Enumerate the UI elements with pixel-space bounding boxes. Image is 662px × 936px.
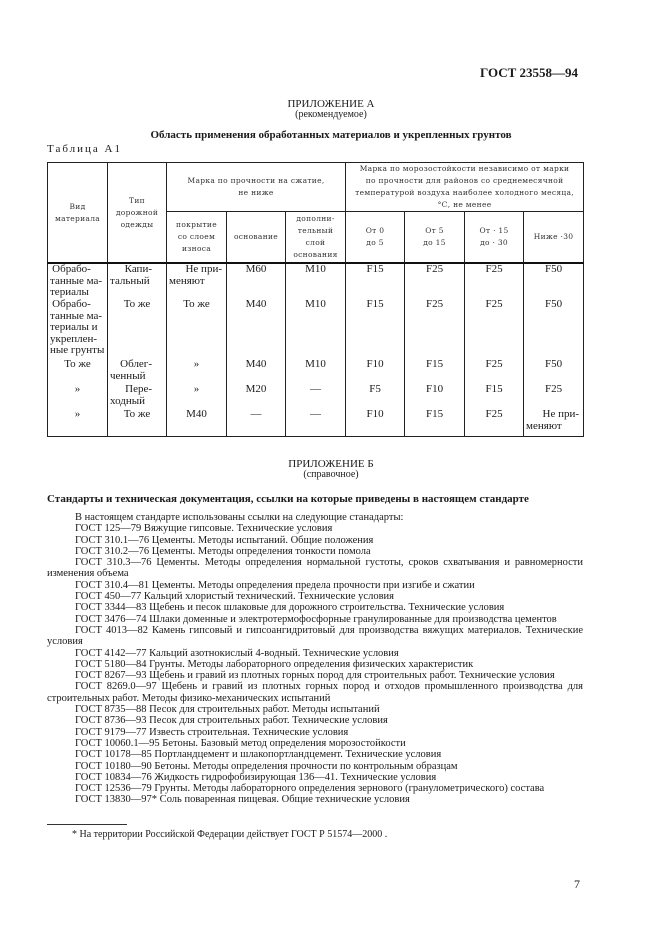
cell-base: М60: [227, 263, 286, 299]
cell-wear: »: [167, 384, 227, 409]
appendix-b-title: ПРИЛОЖЕНИЕ Б: [288, 458, 374, 470]
reference-item: ГОСТ 3344—83 Щебень и песок шлаковые для дорожного строительства. Технические условия: [75, 602, 505, 614]
reference-item: ГОСТ 4013—82 Камень гипсовый и гипсоангидритовый для производства вяжущих материалов. Технические условия: [47, 624, 583, 648]
reference-item: ГОСТ 9179—77 Известь строительная. Технические условия: [75, 726, 349, 738]
cell-pavement: Капи- тальный: [108, 263, 167, 299]
cell-pavement: Пере- ходный: [108, 384, 167, 409]
page-number: 7: [574, 877, 580, 891]
header-frost-below-30: Ниже ·30: [524, 212, 584, 264]
cell-wear: М40: [167, 409, 227, 436]
cell-pavement: То же: [108, 299, 167, 359]
cell-f2: F15: [405, 359, 465, 384]
cell-f1: F5: [346, 384, 405, 409]
cell-f3: F15: [465, 384, 524, 409]
cell-f1: F15: [346, 299, 405, 359]
table-row: [48, 384, 584, 409]
cell-f3: F25: [465, 263, 524, 299]
cell-f4: F50: [524, 359, 584, 384]
cell-material: Обрабо- танные ма- териалы и укреплен- ные грунты: [48, 299, 108, 359]
cell-wear: »: [167, 359, 227, 384]
cell-f3: F25: [465, 299, 524, 359]
appendix-a-section-title: Область применения обработанных материалов и укрепленных грунтов: [150, 129, 512, 141]
header-extra-layer: дополни- тельный слой основания: [286, 212, 346, 264]
cell-f1: F10: [346, 359, 405, 384]
appendix-b-section-title: Стандарты и техническая документация, ссылки на которые приведены в настоящем стандарте: [47, 493, 529, 505]
reference-item: ГОСТ 4142—77 Кальций азотнокислый 4-водный. Технические условия: [75, 647, 399, 659]
cell-f3: F25: [465, 359, 524, 384]
appendix-a-subtitle: (рекомендуемое): [295, 109, 367, 120]
cell-extra: М10: [286, 299, 346, 359]
cell-f4: F50: [524, 263, 584, 299]
table-row: [48, 359, 584, 384]
cell-material: Обрабо- танные ма- териалы: [48, 263, 108, 299]
cell-pavement: Облег- ченный: [108, 359, 167, 384]
cell-extra: —: [286, 384, 346, 409]
reference-item: ГОСТ 8267—93 Щебень и гравий из плотных горных пород для строительных работ. Технические условия: [75, 670, 555, 682]
table-row: [48, 409, 584, 436]
table-row: [48, 299, 584, 359]
header-pavement-type: Тип дорожной одежды: [108, 163, 167, 264]
application-table: [47, 162, 584, 437]
cell-f2: F25: [405, 263, 465, 299]
reference-item: ГОСТ 10834—76 Жидкость гидрофобизирующая 136—41. Технические условия: [75, 771, 437, 783]
reference-item: ГОСТ 8736—93 Песок для строительных работ. Технические условия: [75, 715, 388, 727]
cell-material: То же: [48, 359, 108, 384]
header-material: Вид материала: [48, 163, 108, 264]
footnote: * На территории Российской Федерации действует ГОСТ Р 51574—2000 .: [72, 829, 388, 840]
reference-item: ГОСТ 5180—84 Грунты. Методы лабораторного определения физических характеристик: [75, 658, 474, 670]
appendix-b-subtitle: (справочное): [303, 469, 359, 480]
header-frost-5-15: От 5 до 15: [405, 212, 465, 264]
cell-f4: Не при- меняют: [524, 409, 584, 436]
cell-extra: М10: [286, 263, 346, 299]
header-strength-grade: Марка по прочности на сжатие, не ниже: [167, 163, 346, 212]
table-caption: Таблица А1: [47, 143, 122, 155]
cell-wear: То же: [167, 299, 227, 359]
cell-extra: М10: [286, 359, 346, 384]
reference-item: ГОСТ 10178—85 Портландцемент и шлакопортландцемент. Технические условия: [75, 749, 442, 761]
reference-item: ГОСТ 13830—97* Соль поваренная пищевая. Общие технические условия: [75, 794, 410, 806]
cell-f4: F25: [524, 384, 584, 409]
reference-intro: В настоящем стандарте использованы ссылки на следующие станадарты:: [75, 512, 404, 523]
cell-material: »: [48, 384, 108, 409]
reference-item: ГОСТ 125—79 Вяжущие гипсовые. Технические условия: [75, 523, 333, 535]
reference-item: ГОСТ 450—77 Кальций хлористый технический. Технические условия: [75, 591, 394, 603]
cell-f3: F25: [465, 409, 524, 436]
cell-base: М40: [227, 299, 286, 359]
cell-extra: —: [286, 409, 346, 436]
cell-f4: F50: [524, 299, 584, 359]
reference-item: ГОСТ 310.4—81 Цементы. Методы определения предела прочности при изгибе и сжатии: [75, 579, 475, 591]
cell-f2: F15: [405, 409, 465, 436]
reference-item: ГОСТ 3476—74 Шлаки доменные и электротермофосфорные гранулированные для производства цементов: [75, 613, 557, 625]
table-row: [48, 263, 584, 299]
footnote-divider: [47, 824, 127, 825]
reference-item: ГОСТ 12536—79 Грунты. Методы лабораторного определения зернового (гранулометрического) состава: [75, 783, 545, 795]
cell-pavement: То же: [108, 409, 167, 436]
cell-wear: Не при- меняют: [167, 263, 227, 299]
reference-item: ГОСТ 10060.1—95 Бетоны. Базовый метод определения морозостойкости: [75, 737, 406, 749]
cell-base: М20: [227, 384, 286, 409]
reference-item: ГОСТ 310.1—76 Цементы. Методы испытаний. Общие положения: [75, 534, 374, 546]
cell-f1: F10: [346, 409, 405, 436]
cell-material: »: [48, 409, 108, 436]
cell-f1: F15: [346, 263, 405, 299]
reference-item: ГОСТ 310.3—76 Цементы. Методы определения нормальной густоты, сроков схватывания и равномерности изменения объема: [47, 557, 583, 580]
reference-item: ГОСТ 10180—90 Бетоны. Методы определения прочности по контрольным образцам: [75, 760, 458, 772]
header-base: основание: [227, 212, 286, 264]
header-wear-layer: покрытие со слоем износа: [167, 212, 227, 264]
reference-item: ГОСТ 8735—88 Песок для строительных работ. Методы испытаний: [75, 704, 380, 716]
cell-f2: F10: [405, 384, 465, 409]
header-frost-0-5: От 0 до 5: [346, 212, 405, 264]
reference-item: ГОСТ 8269.0—97 Щебень и гравий из плотных горных пород и отходов промышленного производства для строительных работ. Методы физико-механических испытаний: [47, 681, 583, 704]
reference-item: ГОСТ 310.2—76 Цементы. Методы определения тонкости помола: [75, 545, 371, 557]
header-frost-grade: Марка по морозостойкости независимо от марки по прочности для районов со среднемесячной температурой воздуха наиболее холодного месяца, °С, не менее: [346, 163, 584, 212]
document-code: ГОСТ 23558—94: [480, 65, 579, 80]
header-frost-15-30: От · 15 до · 30: [465, 212, 524, 264]
appendix-a-title: ПРИЛОЖЕНИЕ А: [287, 98, 375, 110]
cell-base: М40: [227, 359, 286, 384]
cell-f2: F25: [405, 299, 465, 359]
cell-base: —: [227, 409, 286, 436]
reference-list: [47, 512, 583, 806]
